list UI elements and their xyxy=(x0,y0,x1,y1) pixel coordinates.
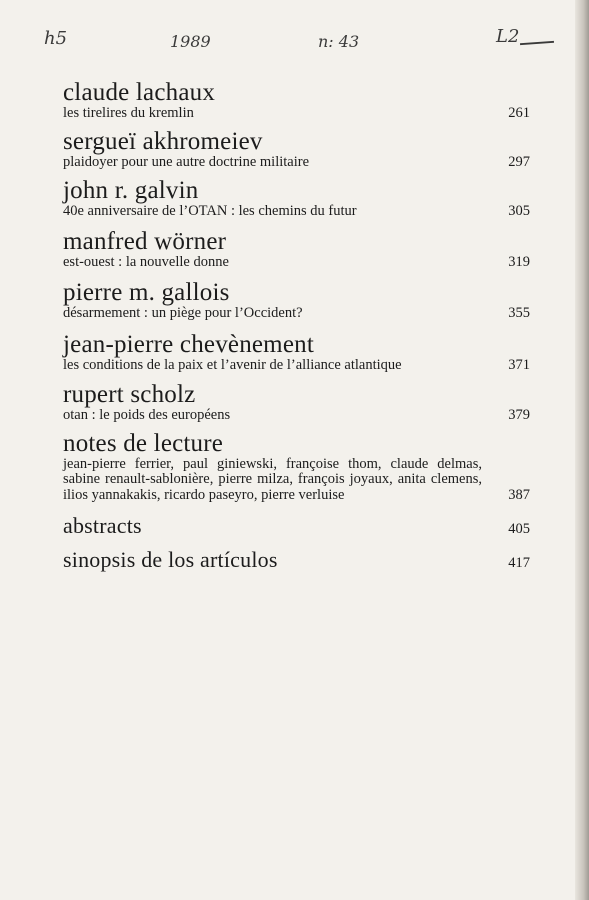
toc-entry xyxy=(63,229,530,271)
entry-page-number: 379 xyxy=(508,407,530,423)
page-edge-shadow xyxy=(575,0,589,900)
entry-title: otan : le poids des européens xyxy=(63,407,231,423)
entry-page-number: 387 xyxy=(508,486,530,503)
handwritten-underline xyxy=(520,41,554,45)
entry-author: abstracts xyxy=(63,513,142,538)
entry-page-number: 355 xyxy=(508,305,530,321)
entry-page-number: 319 xyxy=(508,253,530,270)
toc-entry xyxy=(63,513,530,539)
toc-entry xyxy=(63,547,530,573)
entry-page-number: 261 xyxy=(508,105,530,121)
toc-entry xyxy=(63,332,530,374)
entry-author: manfred wörner xyxy=(63,227,227,255)
entry-page-number: 405 xyxy=(508,520,530,537)
entry-author: sinopsis de los artículos xyxy=(63,547,278,572)
entry-author: sergueï akhromeiev xyxy=(63,127,263,155)
toc-entry xyxy=(63,382,530,424)
handwritten-issue-number: n: 43 xyxy=(318,32,360,51)
handwritten-year: 1989 xyxy=(170,32,211,51)
entry-author: rupert scholz xyxy=(63,381,196,408)
entry-author: claude lachaux xyxy=(63,79,216,106)
toc-entry xyxy=(63,280,530,322)
toc-entry xyxy=(63,129,530,171)
entry-author: notes de lecture xyxy=(63,429,224,457)
toc-entry xyxy=(63,178,530,220)
entry-author: jean-pierre chevènement xyxy=(63,330,314,358)
entry-title: plaidoyer pour une autre doctrine militaire xyxy=(63,153,310,170)
handwritten-mark: L2 xyxy=(496,26,520,47)
toc-entry xyxy=(63,431,530,504)
handwritten-note: h5 xyxy=(44,28,68,49)
toc-entry xyxy=(63,80,530,122)
entry-author: pierre m. gallois xyxy=(63,279,230,306)
handwritten-annotations xyxy=(0,22,589,62)
entry-title: jean-pierre ferrier, paul giniewski, françoise thom, claude delmas, sabine renault-sablonière, pierre milza, françois joyaux, anita clemens, ilios yannakakis, ricardo paseyro, pierre verluise xyxy=(63,455,482,503)
entry-title: est-ouest : la nouvelle donne xyxy=(63,253,229,270)
entry-title: les tirelires du kremlin xyxy=(63,105,194,121)
entry-author: john r. galvin xyxy=(63,177,199,204)
entry-page-number: 297 xyxy=(508,153,530,170)
table-of-contents xyxy=(63,80,530,573)
entry-title: les conditions de la paix et l’avenir de l’alliance atlantique xyxy=(63,356,402,373)
entry-title: désarmement : un piège pour l’Occident? xyxy=(63,305,303,321)
entry-title: 40e anniversaire de l’OTAN : les chemins du futur xyxy=(63,203,357,219)
entry-page-number: 371 xyxy=(508,356,530,373)
entry-page-number: 305 xyxy=(508,203,530,219)
entry-page-number: 417 xyxy=(508,554,530,571)
